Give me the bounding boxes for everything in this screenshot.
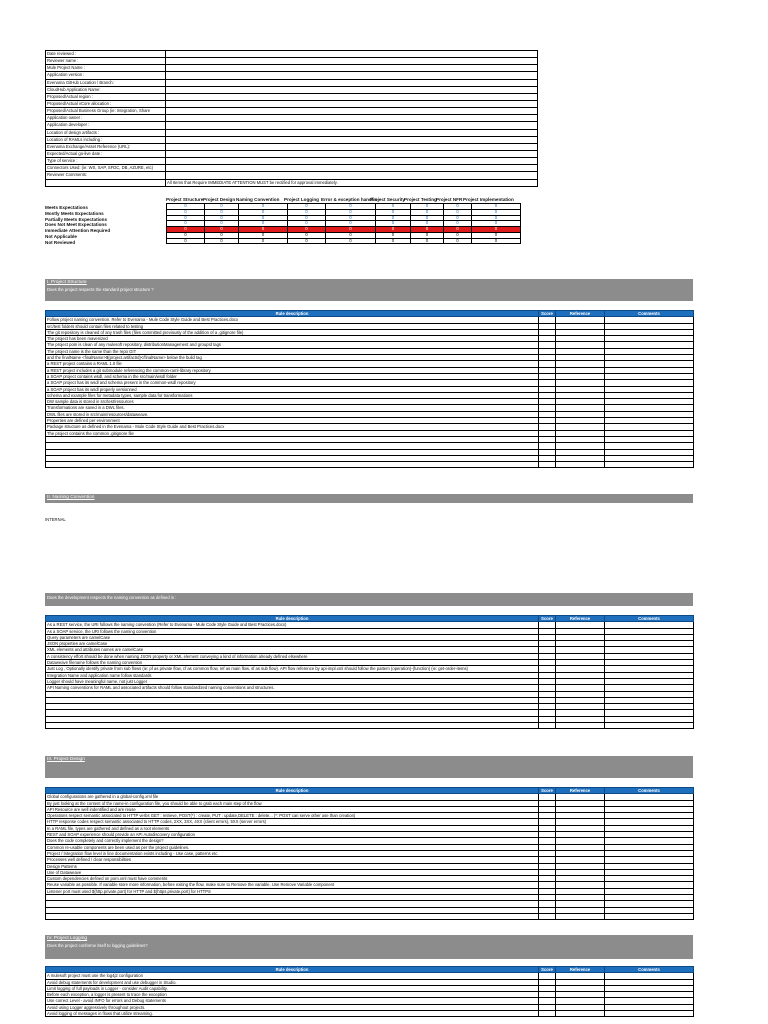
summary-cell: 0 xyxy=(326,227,376,233)
summary-cell: 0 xyxy=(472,204,521,210)
summary-cell: 0 xyxy=(411,204,444,210)
rules-table-project-design xyxy=(45,787,694,920)
rules-table-naming-convention xyxy=(45,615,694,729)
summary-cell: 0 xyxy=(326,204,376,210)
info-label: Reviewer name : xyxy=(46,58,166,65)
info-label: Expected/Actual go-live date : xyxy=(46,150,166,157)
rule-description: Transformations are saved in a DWL files. xyxy=(46,405,539,411)
info-row xyxy=(46,122,538,129)
info-label: Type of service : xyxy=(46,158,166,165)
summary-cell: 0 xyxy=(239,204,288,210)
reference-cell[interactable] xyxy=(556,462,605,468)
summary-grid xyxy=(166,203,521,244)
header-reference: Reference xyxy=(556,616,605,622)
summary-column-header: Project Security xyxy=(370,197,405,202)
info-value[interactable] xyxy=(166,51,538,58)
header-rule: Rule description xyxy=(46,616,539,622)
summary-column-header: Project Logging xyxy=(284,197,319,202)
rules-table-project-logging xyxy=(45,966,694,1017)
info-value[interactable]: All Items that Require IMMEDIATE ATTENTION MUST be rectified for approval immediately. xyxy=(166,179,538,186)
info-value[interactable] xyxy=(166,115,538,122)
rule-description: Avoid using Logger aggressively throughout projects. xyxy=(46,1004,539,1010)
rule-description: Logger should have meaningful name, not just Logger xyxy=(46,678,539,684)
score-cell[interactable] xyxy=(539,723,556,729)
info-value[interactable] xyxy=(166,150,538,157)
summary-cell: 0 xyxy=(288,238,326,244)
rule-description xyxy=(46,723,539,729)
rule-description: Before each exception, a logger is present to trace the exception xyxy=(46,992,539,998)
summary-cell: 0 xyxy=(411,227,444,233)
info-label: CloudHub Application Name: xyxy=(46,86,166,93)
rule-description: Avoid logging of messages in flows that utilize streaming. xyxy=(46,1011,539,1017)
summary-cell: 0 xyxy=(444,227,472,233)
info-label: Date reviewed : xyxy=(46,51,166,58)
info-row xyxy=(46,172,538,179)
info-label: Mule Project Name : xyxy=(46,65,166,72)
info-label: Connectors Used: (ie: WS, SAP, SFDC, DB, AZURE, etc) xyxy=(46,165,166,172)
rule-description: API Naming conventions for RAML and associated artifacts should follow standardized naming conventions and structures. xyxy=(46,685,539,691)
section-bar-naming-subtitle xyxy=(45,593,693,606)
rule-description: schema and example files for metadata types, sample data for transformations xyxy=(46,392,539,398)
header-reference: Reference xyxy=(556,788,605,794)
summary-cell: 0 xyxy=(288,215,326,221)
header-rule: Rule description xyxy=(46,967,539,973)
info-value[interactable] xyxy=(166,143,538,150)
header-comments: Comments xyxy=(605,788,694,794)
rule-description: Avoid debug statements for development and use debugger in Studio. xyxy=(46,979,539,985)
info-row xyxy=(46,108,538,115)
header-score: Score xyxy=(539,311,556,317)
info-value[interactable] xyxy=(166,65,538,72)
rule-description: By just looking at the content of the name-in configuration file, you should be able to grab each main step of the flow xyxy=(46,800,539,806)
summary-cell: 0 xyxy=(205,232,239,238)
summary-row-label: Partially Meets Expectations xyxy=(45,216,108,222)
summary-cell: 0 xyxy=(376,232,411,238)
info-row xyxy=(46,143,538,150)
section-subtitle: Does the project conforme itself to logging guidelines? xyxy=(47,943,148,948)
info-row xyxy=(46,58,538,65)
summary-cell: 0 xyxy=(167,215,205,221)
summary-cell: 0 xyxy=(444,238,472,244)
header-reference: Reference xyxy=(556,967,605,973)
summary-cell: 0 xyxy=(205,209,239,215)
summary-column-header: Naming Convention xyxy=(236,197,280,202)
info-value[interactable] xyxy=(166,100,538,107)
rule-description: As a REST service, the URI follows the naming convention (Refer to Evenama - Mule Code Style Guide and Best Practices.docx) xyxy=(46,622,539,628)
comments-cell[interactable] xyxy=(605,462,694,468)
summary-row-label: Does Not Meet Expectations xyxy=(45,222,107,228)
summary-row xyxy=(167,238,521,244)
summary-column-header: Project NFR xyxy=(436,197,463,202)
summary-cell: 0 xyxy=(167,232,205,238)
rule-description: Properties are defined per environment xyxy=(46,418,539,424)
info-row xyxy=(46,93,538,100)
score-cell[interactable] xyxy=(539,1011,556,1017)
rule-description: and the finalName <finalName>${project.artifactId}</finalName> below the build tag xyxy=(46,355,539,361)
info-value[interactable] xyxy=(166,93,538,100)
rule-row xyxy=(46,723,694,729)
rule-description: a REST project contains a RAML 1.0 file xyxy=(46,361,539,367)
rule-description: Custom dependencies defined on pom.xml must have comments xyxy=(46,876,539,882)
info-label: Proposed/Actual region : xyxy=(46,93,166,100)
summary-cell: 0 xyxy=(472,227,521,233)
rule-description: DW sample data is stored in src/test/resources xyxy=(46,399,539,405)
info-label: Proposed/Actual Business Group (ie: Integration, Share xyxy=(46,108,166,115)
info-value[interactable] xyxy=(166,122,538,129)
summary-cell: 0 xyxy=(167,221,205,227)
rule-description: The git repository is cleaned of any trash files (files committed previously of the addition of a .gitignore file) xyxy=(46,329,539,335)
section-title: IV. Project Logging xyxy=(47,936,88,941)
info-label: Evenama GitHub Location / Branch: xyxy=(46,79,166,86)
summary-row-label: Meets Expectations xyxy=(45,205,88,210)
summary-column-header: Project Design xyxy=(203,197,236,202)
rule-description: The project contains the common .gitignore file xyxy=(46,430,539,436)
summary-cell: 0 xyxy=(376,209,411,215)
info-label: Application developer : xyxy=(46,122,166,129)
summary-cell: 0 xyxy=(288,232,326,238)
summary-cell: 0 xyxy=(205,221,239,227)
rule-description: Integration Name and application name follow standards xyxy=(46,672,539,678)
summary-column-header: Error & exception handlin xyxy=(321,197,378,202)
info-value[interactable] xyxy=(166,86,538,93)
info-row xyxy=(46,165,538,172)
rule-description: Processes well defined / clear responsibilities xyxy=(46,857,539,863)
summary-cell: 0 xyxy=(472,215,521,221)
rule-description: In a RAML file, types are gathered and defined as a root elements xyxy=(46,825,539,831)
summary-cell: 0 xyxy=(411,232,444,238)
summary-row-labels xyxy=(45,205,110,245)
rule-description: REST and SOAP experience should provide an API Autodiscovery configuration xyxy=(46,832,539,838)
summary-cell: 0 xyxy=(167,209,205,215)
rule-description: Operations respect semantic associated to HTTP verbs GET : retrieve, POST(*) : create, PUT : update,DELETE : delete... (*: POST can serve other use than creation) xyxy=(46,813,539,819)
header-reference: Reference xyxy=(556,311,605,317)
rule-description: src/test folders should contain files related to testing xyxy=(46,323,539,329)
summary-cell: 0 xyxy=(205,215,239,221)
rule-description: Dataweave filename follows the naming convention xyxy=(46,660,539,666)
info-label: Application version : xyxy=(46,72,166,79)
summary-row-label: Immediate Attention Required xyxy=(45,228,111,233)
section-title: III. Project Design xyxy=(47,757,85,762)
section-subtitle: Does the development respects the naming convention as defined in : xyxy=(47,595,177,600)
summary-cell: 0 xyxy=(239,227,288,233)
section-bar-naming-convention xyxy=(45,494,693,503)
rule-description: Does the code completely and correctly implement the design? xyxy=(46,838,539,844)
summary-cell: 0 xyxy=(326,232,376,238)
section-title: I. Project Structure xyxy=(47,280,87,285)
rule-description: a SOAP project contains wsdl, and schema in the src/main/wsdl folder xyxy=(46,373,539,379)
info-label: Location of RAMLs including : xyxy=(46,136,166,143)
summary-cell: 0 xyxy=(288,204,326,210)
section-bar-project-design xyxy=(45,756,693,778)
reference-cell[interactable] xyxy=(556,723,605,729)
summary-cell: 0 xyxy=(411,221,444,227)
rule-description xyxy=(46,462,539,468)
summary-cell: 0 xyxy=(444,221,472,227)
summary-cell: 0 xyxy=(239,215,288,221)
comments-cell[interactable] xyxy=(605,913,694,919)
summary-cell: 0 xyxy=(239,232,288,238)
summary-cell: 0 xyxy=(326,209,376,215)
rule-description: a SOAP project has its wsdl properly versionned xyxy=(46,386,539,392)
summary-cell: 0 xyxy=(239,209,288,215)
section-bar-project-structure xyxy=(45,279,693,301)
summary-cell: 0 xyxy=(326,238,376,244)
info-value[interactable] xyxy=(166,108,538,115)
info-value[interactable] xyxy=(166,158,538,165)
rule-description: API Resource are well indentified and are reuse xyxy=(46,806,539,812)
summary-cell: 0 xyxy=(167,238,205,244)
section-subtitle: Does the project respects the standard project structure ? xyxy=(47,287,154,292)
info-row xyxy=(46,136,538,143)
summary-cell: 0 xyxy=(288,227,326,233)
summary-cell: 0 xyxy=(444,232,472,238)
header-rule: Rule description xyxy=(46,788,539,794)
header-score: Score xyxy=(539,616,556,622)
rule-description: The project name is the same than the repo GIT xyxy=(46,348,539,354)
summary-cell: 0 xyxy=(411,215,444,221)
summary-column-header: Project Implementation xyxy=(463,197,514,202)
section-bar-project-logging xyxy=(45,935,693,959)
summary-cell: 0 xyxy=(205,238,239,244)
info-row xyxy=(46,65,538,72)
summary-cell: 0 xyxy=(376,227,411,233)
info-row xyxy=(46,79,538,86)
rule-description: Common re-usable components are been used as per the project guidelines. xyxy=(46,844,539,850)
summary-cell: 0 xyxy=(444,204,472,210)
rule-description: The project has been mavenized xyxy=(46,336,539,342)
rule-description: Design Patterns xyxy=(46,863,539,869)
rule-description: Use of Dataweave xyxy=(46,869,539,875)
header-comments: Comments xyxy=(605,967,694,973)
info-value[interactable] xyxy=(166,136,538,143)
reference-cell[interactable] xyxy=(556,913,605,919)
summary-cell: 0 xyxy=(472,238,521,244)
summary-cell: 0 xyxy=(376,215,411,221)
info-value[interactable] xyxy=(166,165,538,172)
summary-column-headers xyxy=(166,197,514,202)
summary-cell: 0 xyxy=(239,221,288,227)
summary-cell: 0 xyxy=(288,221,326,227)
info-value[interactable] xyxy=(166,172,538,179)
info-label: Proposed/Actual vCore allocation : xyxy=(46,100,166,107)
rule-description: Listener port must used ${http.private.port} for HTTP and ${https.private.port} for HTTPS xyxy=(46,888,539,894)
rule-description: a REST project includes a git submodule referencing the common-raml-library repository xyxy=(46,367,539,373)
review-info-table xyxy=(45,50,538,187)
summary-cell: 0 xyxy=(205,204,239,210)
summary-cell: 0 xyxy=(444,215,472,221)
info-row xyxy=(46,86,538,93)
summary-cell: 0 xyxy=(444,209,472,215)
rule-description: The project pom is clean of any mulesoft repository, distributionManagement and groupId tags xyxy=(46,342,539,348)
info-label xyxy=(46,179,166,186)
rule-description: Follow project naming convention. Refer to Evenama - Mule Code Style Guide and Best Practices.docx xyxy=(46,317,539,323)
summary-cell: 0 xyxy=(288,209,326,215)
rule-description: Package structure as defined in the Evenama - Mule Code Style Guide and Best Practices.docx xyxy=(46,424,539,430)
score-cell[interactable] xyxy=(539,913,556,919)
info-row xyxy=(46,150,538,157)
rule-description: Just Log , Optionally identify private from sub flows (ie: pf as private flow, cf as common flow, ref as main flow, sf as sub flow). API flow reference by api-impl.xml should follow the pattern {operation}-{function} (ie: get-order-items) xyxy=(46,666,539,672)
rule-description xyxy=(46,913,539,919)
info-label: Evenama Exchange/Asset Reference (URL): xyxy=(46,143,166,150)
info-label: Application owner : xyxy=(46,115,166,122)
info-row xyxy=(46,129,538,136)
info-row xyxy=(46,51,538,58)
rule-description: Limit logging of full payloads in Logger - consider Audit capability. xyxy=(46,985,539,991)
section-title: II. Naming Convention xyxy=(47,495,95,500)
rule-description: a SOAP project has its wsdl and schema present in the common-wsdl repository xyxy=(46,380,539,386)
rule-description: A consistency effort should be done when naming JSON property or XML element conveying a kind of information already defined elsewhere xyxy=(46,653,539,659)
rule-row xyxy=(46,462,694,468)
info-row xyxy=(46,100,538,107)
rule-description: HTTP response codes respect semantic associated to HTTP codes, 2XX, 3XX, 4XX (client errors), 5XX (server errors) xyxy=(46,819,539,825)
info-row xyxy=(46,179,538,186)
summary-cell: 0 xyxy=(472,209,521,215)
rule-description: XML elements and attributes names are camelCase xyxy=(46,647,539,653)
rule-description: Query parameters are camelCase xyxy=(46,634,539,640)
rule-description: DWL files are stored in src/main/resources/dataweave. xyxy=(46,411,539,417)
rule-description: Project / Integration flow level in line documentation exists including - Use case, patterns etc. xyxy=(46,850,539,856)
comments-cell[interactable] xyxy=(605,723,694,729)
rule-description: As a SOAP service, the URI follows the naming convention xyxy=(46,628,539,634)
rule-description: JSON properties are camelCase xyxy=(46,641,539,647)
rule-description: A mulesoft project must use the log4j2 configuration xyxy=(46,973,539,979)
header-score: Score xyxy=(539,967,556,973)
header-rule: Rule description xyxy=(46,311,539,317)
rule-description: Reuse variable as possible. If variable store more information, before exiting the flow, make sure to Remove the variable. Use Remove Variable component xyxy=(46,882,539,888)
summary-row-label: Not Applicable xyxy=(45,233,77,239)
info-row xyxy=(46,115,538,122)
info-label: Reviewer Comments: xyxy=(46,172,166,179)
info-value[interactable] xyxy=(166,72,538,79)
summary-cell: 0 xyxy=(411,238,444,244)
info-value[interactable] xyxy=(166,79,538,86)
rule-row xyxy=(46,1011,694,1017)
reference-cell[interactable] xyxy=(556,1011,605,1017)
summary-cell: 0 xyxy=(376,238,411,244)
summary-cell: 0 xyxy=(239,238,288,244)
info-label: Location of design artifacts : xyxy=(46,129,166,136)
internal-note: INTERNAL xyxy=(45,517,66,522)
summary-cell: 0 xyxy=(326,215,376,221)
info-row xyxy=(46,158,538,165)
summary-row-label: Not Reviewed xyxy=(45,239,76,245)
header-comments: Comments xyxy=(605,616,694,622)
summary-row-label: Mostly Meets Expectations xyxy=(45,210,104,216)
rules-table-project-structure xyxy=(45,310,694,468)
rule-row xyxy=(46,913,694,919)
rule-description: Global configurations are gathered in a global-config.xml file xyxy=(46,794,539,800)
summary-cell: 0 xyxy=(376,204,411,210)
summary-column-header: Project Structure xyxy=(166,197,204,202)
summary-cell: 0 xyxy=(472,221,521,227)
summary-cell: 0 xyxy=(326,221,376,227)
summary-cell: 0 xyxy=(205,227,239,233)
rule-description: Use correct Level - avoid INFO for errors and Debug statements xyxy=(46,998,539,1004)
header-comments: Comments xyxy=(605,311,694,317)
score-cell[interactable] xyxy=(539,462,556,468)
comments-cell[interactable] xyxy=(605,1011,694,1017)
summary-cell: 0 xyxy=(411,209,444,215)
info-value[interactable] xyxy=(166,129,538,136)
summary-column-header: Project Testing xyxy=(404,197,437,202)
info-row xyxy=(46,72,538,79)
summary-cell: 0 xyxy=(167,227,205,233)
summary-cell: 0 xyxy=(167,204,205,210)
summary-cell: 0 xyxy=(376,221,411,227)
info-value[interactable] xyxy=(166,58,538,65)
header-score: Score xyxy=(539,788,556,794)
summary-cell: 0 xyxy=(472,232,521,238)
